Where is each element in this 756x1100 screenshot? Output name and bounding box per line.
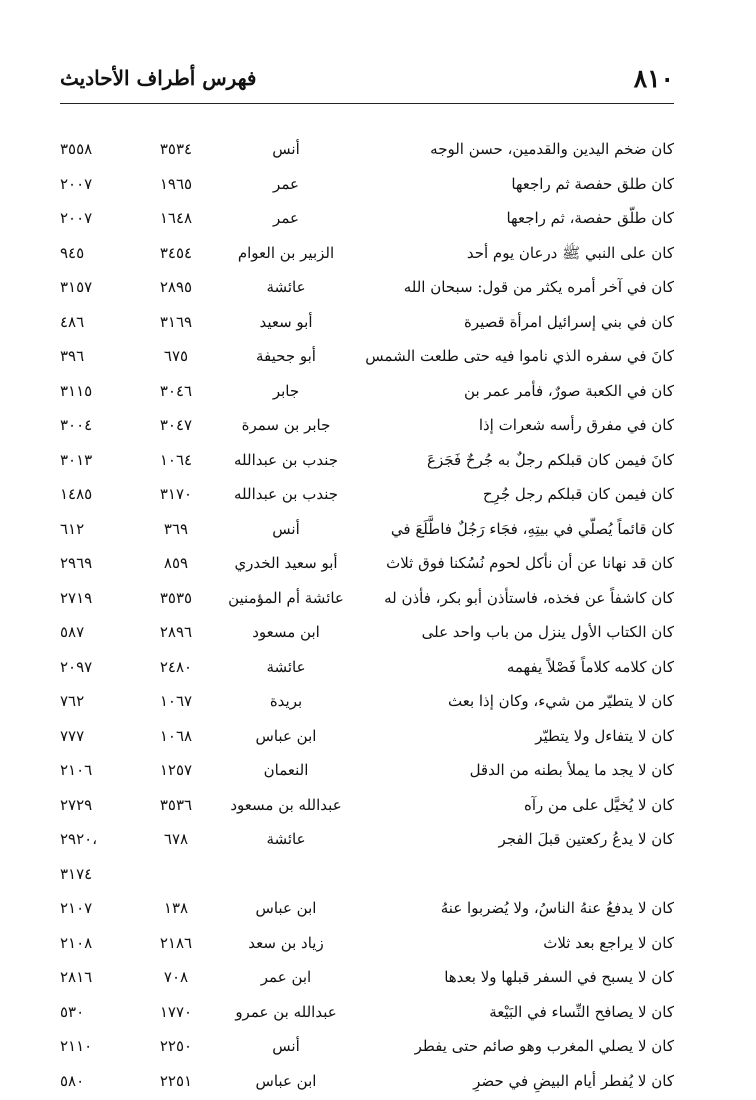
narrator-name: النعمان	[216, 759, 356, 781]
hadith-text: كان لا يتطيّر من شيء، وكان إذا بعث	[374, 690, 674, 712]
narrator-name: أبو جحيفة	[216, 345, 356, 367]
index-row	[60, 203, 674, 238]
reference-number: ٦١٢	[60, 518, 122, 540]
hadith-number: ٣٥٣٥	[136, 587, 216, 609]
hadith-number: ١٦٤٨	[136, 207, 216, 229]
index-row	[60, 238, 674, 273]
index-row	[60, 134, 674, 169]
narrator-name: ابن عباس	[216, 897, 356, 919]
reference-number: ٢٨١٦	[60, 966, 122, 988]
hadith-number: ٣٠٤٧	[136, 414, 216, 436]
narrator-name: عمر	[216, 207, 356, 229]
hadith-number: ٢٨٩٦	[136, 621, 216, 643]
reference-number: ٥٨٧	[60, 621, 122, 643]
index-row	[60, 962, 674, 997]
index-row	[60, 410, 674, 445]
index-row	[60, 755, 674, 790]
narrator-name: أنس	[216, 1035, 356, 1057]
hadith-number: ٦٧٨	[136, 828, 216, 850]
hadith-text: كان قد نهانا عن أن نأكل لحوم نُسُكنا فوق ثلاث	[374, 552, 674, 574]
reference-number: ٢١٠٧	[60, 897, 122, 919]
narrator-name: ابن عباس	[216, 1070, 356, 1092]
index-row	[60, 169, 674, 204]
reference-number: ٢١٠٨	[60, 932, 122, 954]
hadith-number: ١٠٦٨	[136, 725, 216, 747]
reference-number: ٢٩٦٩	[60, 552, 122, 574]
narrator-name: أبو سعيد الخدري	[216, 552, 356, 574]
hadith-text: كان لا يصافح النِّساء في البَيْعة	[374, 1001, 674, 1023]
hadith-text: كان لا يُفطر أيام البيضِ في حضرِ	[374, 1070, 674, 1092]
reference-number: ٢٠٠٧	[60, 173, 122, 195]
page-number: ٨١٠	[634, 64, 674, 93]
narrator-name: زياد بن سعد	[216, 932, 356, 954]
reference-number: ٧٧٧	[60, 725, 122, 747]
index-row	[60, 824, 674, 859]
narrator-name: عبدالله بن عمرو	[216, 1001, 356, 1023]
hadith-text: كان فيمن كان قبلكم رجل جُرِح	[374, 483, 674, 505]
hadith-index-list	[60, 134, 674, 1100]
hadith-number: ٢٤٨٠	[136, 656, 216, 678]
reference-number: ٥٣٠	[60, 1001, 122, 1023]
narrator-name: جندب بن عبدالله	[216, 483, 356, 505]
narrator-name: أنس	[216, 138, 356, 160]
hadith-text: كان لا يسبح في السفر قبلها ولا بعدها	[374, 966, 674, 988]
reference-number: ٤٨٦	[60, 311, 122, 333]
hadith-number: ٣٥٣٦	[136, 794, 216, 816]
hadith-text: كان لا يتفاءل ولا يتطيّر	[374, 725, 674, 747]
header-divider	[60, 103, 674, 104]
hadith-text: كانَ فيمن كان قبلكم رجلٌ به جُرحٌ فَجَزعَ	[374, 449, 674, 471]
index-row	[60, 272, 674, 307]
reference-number: ٢١١٠	[60, 1035, 122, 1057]
index-row	[60, 445, 674, 480]
narrator-name: عمر	[216, 173, 356, 195]
hadith-number: ٣١٦٩	[136, 311, 216, 333]
hadith-text: كان في آخر أمره يكثر من قول: سبحان الله	[374, 276, 674, 298]
hadith-number: ١٠٦٤	[136, 449, 216, 471]
hadith-number: ٢٨٩٥	[136, 276, 216, 298]
hadith-number: ٨٥٩	[136, 552, 216, 574]
hadith-number: ١٢٥٧	[136, 759, 216, 781]
reference-number: ٩٤٥	[60, 242, 122, 264]
index-row	[60, 893, 674, 928]
hadith-text: كان كلامه كلاماً فَصْلاً يفهمه	[374, 656, 674, 678]
hadith-number: ١٣٨	[136, 897, 216, 919]
hadith-text: كان في بني إسرائيل امرأة قصيرة	[374, 311, 674, 333]
index-row	[60, 307, 674, 342]
reference-number: ٣٠٠٤	[60, 414, 122, 436]
hadith-text: كان ضخم اليدين والقدمين، حسن الوجه	[374, 138, 674, 160]
narrator-name: بريدة	[216, 690, 356, 712]
index-row	[60, 514, 674, 549]
reference-number: ٢٠٩٧	[60, 656, 122, 678]
page-header	[60, 62, 674, 102]
reference-number: ٢١٠٦	[60, 759, 122, 781]
hadith-number: ٢١٨٦	[136, 932, 216, 954]
hadith-number: ٣١٧٠	[136, 483, 216, 505]
hadith-number: ١٧٧٠	[136, 1001, 216, 1023]
hadith-text: كان لا يصلي المغرب وهو صائم حتى يفطر	[374, 1035, 674, 1057]
hadith-text: كان لا يجد ما يملأ بطنه من الدقل	[374, 759, 674, 781]
narrator-name: أبو سعيد	[216, 311, 356, 333]
index-row	[60, 790, 674, 825]
hadith-number: ١٩٦٥	[136, 173, 216, 195]
narrator-name: جابر	[216, 380, 356, 402]
reference-number: ٣٥٥٨	[60, 138, 122, 160]
index-row	[60, 652, 674, 687]
hadith-number: ٣٦٩	[136, 518, 216, 540]
hadith-text: كان قائماً يُصلّي في بيتِهِ، فجَاء رَجُلٌ فاطَّلَعَ في	[374, 518, 674, 540]
reference-number: ٣١٧٤	[60, 863, 122, 885]
hadith-text: كان طلق حفصة ثم راجعها	[374, 173, 674, 195]
index-row	[60, 341, 674, 376]
index-row	[60, 721, 674, 756]
hadith-text: كان لا يدعُ ركعتين قبلَ الفجر	[374, 828, 674, 850]
hadith-text: كان في مفرق رأسه شعرات إذا	[374, 414, 674, 436]
index-row	[60, 617, 674, 652]
narrator-name: عائشة	[216, 276, 356, 298]
hadith-number: ٦٧٥	[136, 345, 216, 367]
index-row	[60, 376, 674, 411]
hadith-number: ٢٢٥١	[136, 1070, 216, 1092]
index-row	[60, 1066, 674, 1100]
narrator-name: عائشة	[216, 656, 356, 678]
reference-number: ٧٦٢	[60, 690, 122, 712]
narrator-name: جندب بن عبدالله	[216, 449, 356, 471]
narrator-name: جابر بن سمرة	[216, 414, 356, 436]
hadith-text: كان الكتاب الأول ينزل من باب واحد على	[374, 621, 674, 643]
narrator-name: أنس	[216, 518, 356, 540]
hadith-text: كان كاشفاً عن فخذه، فاستأذن أبو بكر، فأذن له	[374, 587, 674, 609]
reference-number: ٢٧١٩	[60, 587, 122, 609]
hadith-number: ٣٥٣٤	[136, 138, 216, 160]
hadith-number: ١٠٦٧	[136, 690, 216, 712]
narrator-name: عائشة	[216, 828, 356, 850]
page-title: فهرس أطراف الأحاديث	[60, 66, 256, 90]
hadith-text: كان في الكعبة صورٌ، فأمر عمر بن	[374, 380, 674, 402]
narrator-name: ابن مسعود	[216, 621, 356, 643]
reference-number: ،٢٩٢٠	[60, 828, 122, 850]
reference-number: ٢٧٢٩	[60, 794, 122, 816]
narrator-name: الزبير بن العوام	[216, 242, 356, 264]
hadith-text: كان لا يدفعُ عنهُ الناسُ، ولا يُضربوا عنهُ	[374, 897, 674, 919]
hadith-number: ٧٠٨	[136, 966, 216, 988]
reference-number: ٣١١٥	[60, 380, 122, 402]
index-row	[60, 548, 674, 583]
reference-number: ٢٠٠٧	[60, 207, 122, 229]
hadith-number: ٢٢٥٠	[136, 1035, 216, 1057]
narrator-name: عائشة أم المؤمنين	[216, 587, 356, 609]
hadith-text: كانَ في سفره الذي ناموا فيه حتى طلعت الشمس	[374, 345, 674, 367]
hadith-number: ٣٠٤٦	[136, 380, 216, 402]
index-row	[60, 583, 674, 618]
reference-number: ٣١٥٧	[60, 276, 122, 298]
reference-number: ٣٩٦	[60, 345, 122, 367]
reference-number: ٥٨٠	[60, 1070, 122, 1092]
index-row	[60, 686, 674, 721]
hadith-text: كان لا يراجع بعد ثلاث	[374, 932, 674, 954]
hadith-text: كان طلّق حفصة، ثم راجعها	[374, 207, 674, 229]
narrator-name: ابن عمر	[216, 966, 356, 988]
narrator-name: ابن عباس	[216, 725, 356, 747]
reference-number: ١٤٨٥	[60, 483, 122, 505]
index-row	[60, 479, 674, 514]
hadith-number: ٣٤٥٤	[136, 242, 216, 264]
index-row	[60, 1031, 674, 1066]
hadith-text: كان على النبي ﷺ درعان يوم أحد	[374, 242, 674, 264]
index-row	[60, 928, 674, 963]
reference-number: ٣٠١٣	[60, 449, 122, 471]
index-row	[60, 859, 674, 894]
index-row	[60, 997, 674, 1032]
narrator-name: عبدالله بن مسعود	[216, 794, 356, 816]
hadith-text: كان لا يُخيَّل على من رآه	[374, 794, 674, 816]
